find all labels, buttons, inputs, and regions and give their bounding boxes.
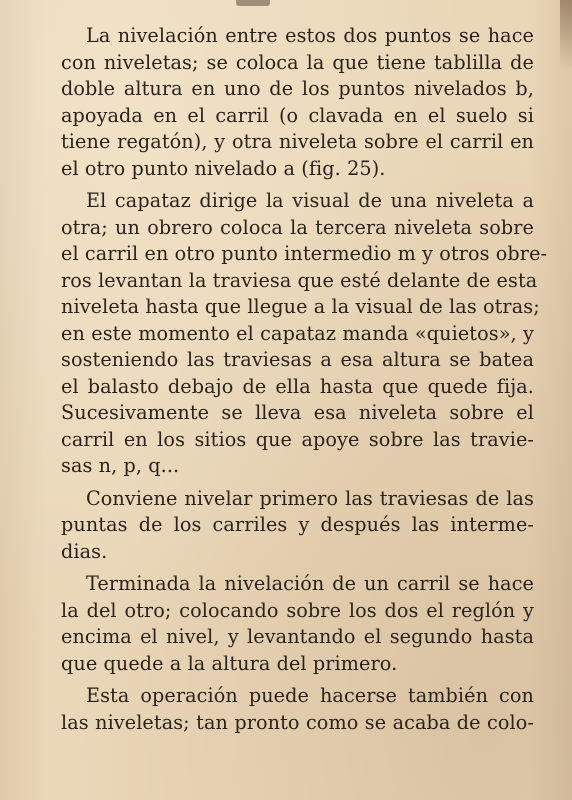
paragraph-nivelar-puntas	[61, 486, 534, 566]
text-line: el carril en otro punto intermedio m y otros obre-	[61, 242, 548, 265]
text-line: que quede a la altura del primero.	[61, 651, 398, 675]
text-line: El capataz dirige la visual de una niveleta a	[86, 189, 534, 212]
text-line: carril en los sitios que apoye sobre las travie-	[61, 427, 534, 451]
paragraph-nivelacion-carril	[61, 571, 534, 677]
text-line: Conviene nivelar primero las traviesas de las	[86, 486, 534, 510]
text-line: otra; un obrero coloca la tercera niveleta sobre	[61, 215, 534, 239]
text-line: Sucesivamente se lleva esa niveleta sobre el	[61, 401, 534, 424]
text-line: niveleta hasta que llegue a la visual de las otras;	[61, 295, 540, 318]
text-line: Esta operación puede hacerse también con	[86, 684, 534, 707]
text-line: sosteniendo las traviesas a esa altura se batea	[61, 348, 534, 371]
text-line: las niveletas; tan pronto como se acaba de colo-	[61, 710, 534, 734]
text-line: La nivelación entre estos dos puntos se hace	[86, 24, 534, 47]
text-line: apoyada en el carril (o clavada en el suelo si	[61, 103, 534, 127]
text-line: dias.	[61, 539, 108, 563]
text-line: puntas de los carriles y después las interme-	[61, 513, 534, 536]
text-line: el balasto debajo de ella hasta que quede fija.	[61, 374, 534, 398]
text-line: en este momento el capataz manda «quietos», y	[61, 321, 534, 345]
text-line: encima el nivel, y levantando el segundo hasta	[61, 625, 534, 648]
text-line: Terminada la nivelación de un carril se hace	[86, 572, 534, 595]
text-line: doble altura en uno de los puntos nivelados b,	[61, 77, 534, 100]
text-line: el otro punto nivelado a (fig. 25).	[61, 156, 386, 180]
text-line: con niveletas; se coloca la que tiene tablilla de	[61, 50, 534, 74]
text-line: sas n, p, q...	[61, 454, 180, 477]
paragraph-capataz-visual	[61, 188, 548, 480]
paragraph-nivelacion-niveletas	[61, 23, 534, 182]
paragraph-operacion-niveletas	[61, 683, 534, 736]
text-line: la del otro; colocando sobre los dos el reglón y	[61, 598, 534, 622]
text-line: tiene regatón), y otra niveleta sobre el carril en	[61, 130, 534, 153]
text-line: ros levantan la traviesa que esté delante de esta	[61, 268, 538, 292]
